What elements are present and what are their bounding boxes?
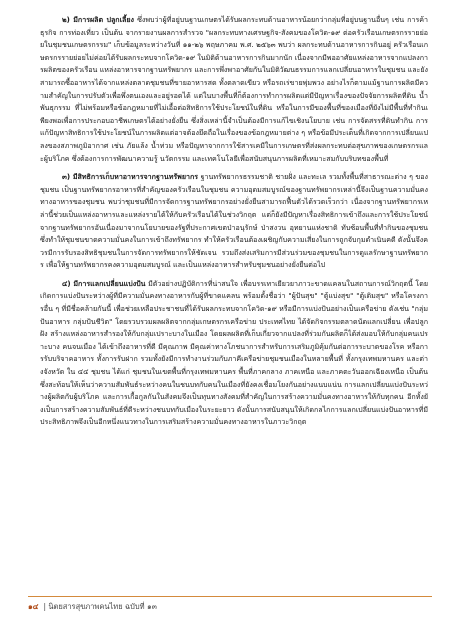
article-body bbox=[40, 14, 428, 435]
paragraph-lead: ๓) มีสิทธิการเก็บหาอาหารจากฐานทรัพยากร bbox=[62, 172, 199, 182]
paragraph-sharing bbox=[40, 278, 428, 429]
paragraph-text: ฐานทรัพยากรธรรมชาติ ชายฝั่ง และทะเล รวมทั้งพื้นที่สาธารณะต่าง ๆ ของชุมชน เป็นฐานทรัพยากรอาหารที่สำคัญของครัวเรือนในชุมชน ความอุดมสมบูรณ์ของฐานทรัพยากรเหล่านี้จึงเป็นฐานความมั่นคงทางอาหารของชุมชน พบว่าชุมชนที่มีการจัดการฐานทรัพยากรอย่างยั่งยืนสามารถฟื้นตัวได้รวดเร็วกว่า เนื่องจากฐานทรัพยากรเหล่านี้ช่วยเป็นแหล่งอาหารและแหล่งรายได้ให้กับครัวเรือนได้ในช่วงวิกฤต แต่ก็ยังมีปัญหาเรื่องสิทธิการเข้าถึงและการใช้ประโยชน์จากฐานทรัพยากรอันเนื่องมาจากนโยบายของรัฐที่ประกาศเขตป่าอนุรักษ์ ป่าสงวน อุทยานแห่งชาติ ทับซ้อนพื้นที่ทำกินของชุมชน ซึ่งทำให้ชุมชนขาดความมั่นคงในการเข้าถึงทรัพยากร ทำให้ครัวเรือนต้องเผชิญกับความเสี่ยงในการถูกจับกุมดำเนินคดี ดังนั้นจึงควรมีการรับรองสิทธิชุมชนในการจัดการทรัพยากรให้ชัดเจน รวมถึงส่งเสริมการมีส่วนร่วมของชุมชนในการดูแลรักษาฐานทรัพยากร เพื่อให้ฐานทรัพยากรคงความอุดมสมบูรณ์ และเป็นแหล่งอาหารสำหรับชุมชนอย่างยั่งยืนต่อไป bbox=[40, 172, 428, 270]
paragraph-lead: ๒) มีการผลิต ปลูกเลี้ยง bbox=[62, 15, 134, 24]
publication-title: นิตยสารสุขภาพคนไทย ฉบับที่ ๑๓ bbox=[48, 602, 157, 611]
paragraph-lead: ๔) มีการแลกเปลี่ยนแบ่งปัน bbox=[62, 278, 146, 288]
footer-text bbox=[28, 601, 157, 613]
footer-divider: | bbox=[43, 602, 49, 611]
paragraph-resource-rights bbox=[40, 171, 428, 272]
page-number: ๑๔ bbox=[28, 602, 39, 611]
paragraph-text: มีตัวอย่างปฏิบัติการที่น่าสนใจ เพื่อบรรเทาเยียวยาภาวะขาดแคลนในสถานการณ์วิกฤตนี้ โดยเกิดการแบ่งปันระหว่างผู้ที่มีความมั่นคงทางอาหารกับผู้ที่ขาดแคลน พร้อมตั้งชื่อว่า "ผู้ปันสุข" "ตู้แบ่งสุข" "ตู้เติมสุข" หรือโครงการอื่น ๆ ที่มีชื่อคล้ายกันนี้ เพื่อช่วยเหลือประชาชนที่ได้รับผลกระทบจากโควิด-๑๙ หรือมีการแบ่งปันอย่างเป็นเครือข่าย ดังเช่น "กลุ่มปันอาหาร กลุ่มปันชีวิต" โดยรวบรวมผลผลิตจากกลุ่มเกษตรกรเครือข่าย ประเทศไทย ได้จัดกิจกรรมตลาดนัดแลกเปลี่ยน เพื่อปลูกฝัง สร้างแหล่งอาหารสำรองให้กับกลุ่มเปราะบางในเมือง โดยผลผลิตที่เก็บเกี่ยวจากแปลงที่ร่วมกันผลิตก็ได้ส่งมอบให้กับกลุ่มคนเปราะบาง คนจนเมือง ได้เข้าถึงอาหารที่ดี มีคุณภาพ มีคุณค่าทางโภชนาการสำหรับการเสริมภูมิคุ้มกันต่อการระบาดของโรค หรือการรับบริจาคอาหาร ทั้งการรับฝาก รวมทั้งยังมีการทำงานร่วมกับภาคีเครือข่ายชุมชนเมืองในหลายพื้นที่ ทั้งกรุงเทพมหานคร และต่างจังหวัด ใน ๔๔ ชุมชน ได้แก่ ชุมชนในเขตพื้นที่กรุงเทพมหานคร พื้นที่ภาคกลาง ภาคเหนือ และภาคตะวันออกเฉียงเหนือ เป็นต้น ซึ่งสะท้อนให้เห็นว่าความสัมพันธ์ระหว่างคนในชนบทกับคนในเมืองที่ยังคงเชื่อมโยงกันอย่างแนบแน่น การแลกเปลี่ยนแบ่งปันระหว่างผู้ผลิตกับผู้บริโภค และการเกื้อกูลกันในสังคมจึงเป็นทุนทางสังคมที่สำคัญในการสร้างความมั่นคงทางอาหารให้กับทุกคน อีกทั้งยังเป็นการสร้างความสัมพันธ์ที่ดีระหว่างชนบทกับเมืองในระยะยาว ดังนั้นการสนับสนุนให้เกิดกลไกการแลกเปลี่ยนแบ่งปันอาหารที่มีประสิทธิภาพจึงเป็นอีกหนึ่งแนวทางในการเสริมสร้างความมั่นคงทางอาหารในภาวะวิกฤต bbox=[40, 278, 429, 427]
paragraph-text: ซึ่งพบว่าผู้ที่อยู่บนฐานเกษตรได้รับผลกระทบด้านอาหารน้อยกว่ากลุ่มที่อยู่บนฐานอื่นๆ เช่น การค้า ธุรกิจ การท่องเที่ยว เป็นต้น จากรายงานผลการสำรวจ "ผลกระทบทางเศรษฐกิจ-สังคมของโควิด-๑๙ ต่อครัวเรือนเกษตรกรรายย่อยในชุมชนเกษตรกรรม" เก็บข้อมูลระหว่างวันที่ ๑๑-๒๖ พฤษภาคม พ.ศ. ๒๕๖๓ พบว่า ผลกระทบด้านอาหารการกินอยู่ ครัวเรือนเกษตรกรรายย่อยไม่ค่อยได้รับผลกระทบจากโควิด-๑๙ ในมิติด้านอาหารการกินมากนัก เนื่องจากมีพออาศัยแหล่งอาหารจากแปลงการผลิตของครัวเรือน แหล่งอาหารจากฐานทรัพยากร และการพึ่งพาอาศัยกันในมิติวัฒนธรรมการแลกเปลี่ยนอาหารในชุมชน และยังสามารถซื้ออาหารได้จากแหล่งตลาดชุมชนที่ขายอาหารสด ทั้งตลาดเขียว หรือรถเร่ขายพุ่มพวง อย่างไรก็ตามแม้ฐานการผลิตมีความสำคัญในการปรับตัวเพื่อพึ่งตนเองและอยู่รอดได้ แต่ในบางพื้นที่ก็ต้องการทำการผลิตแต่มีปัญหาเรื่องของปัจจัยการผลิตที่ดิน น้ำ พันธุกรรม ที่ไม่พร้อมหรือข้อกฎหมายที่ไม่เอื้อต่อสิทธิการใช้ประโยชน์ในที่ดิน หรือในการมีของพื้นที่ของเมืองที่ยังไม่มีพื้นที่ทำกินเพียงพอเพื่อการประกอบอาชีพเกษตรได้อย่างยั่งยืน ซึ่งสิ่งเหล่านี้จำเป็นต้องมีการแก้ไขเชิงนโยบาย เช่น การจัดสรรที่ดินทำกิน การแก้ปัญหาสิทธิการใช้ประโยชน์ในการผลิตแต่อาจต้องยึดถือในเรื่องของข้อกฎหมายต่าง ๆ หรือข้อมีประเด็นที่เกิดจากการเปลี่ยนแปลงของสภาพภูมิอากาศ เช่น ภัยแล้ง น้ำท่วม หรือปัญหาจากการใช้สารเคมีในการเกษตรที่ส่งผลกระทบต่อสุขภาพของเกษตรกรและผู้บริโภค ซึ่งต้องการการพัฒนาความรู้ นวัตกรรม และเทคโนโลยีเพื่อสนับสนุนการผลิตที่เหมาะสมกับบริบทของพื้นที่ bbox=[40, 15, 428, 163]
paragraph-production bbox=[40, 14, 428, 165]
page-footer bbox=[28, 596, 432, 611]
